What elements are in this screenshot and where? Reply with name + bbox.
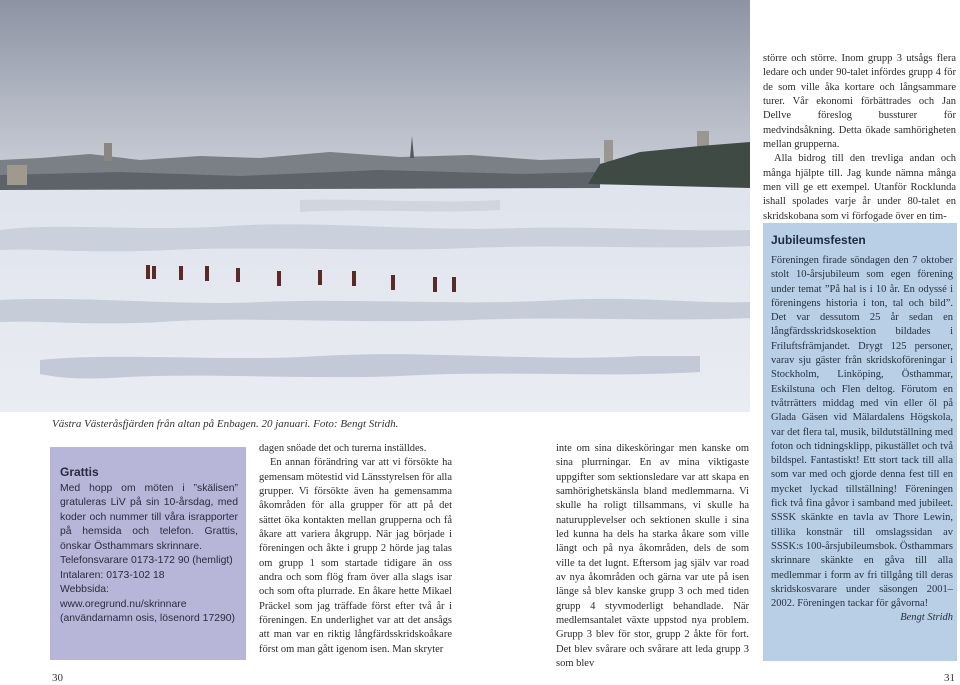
jubileum-box (763, 223, 957, 661)
paragraph: dagen snöade det och turerna inställdes. (259, 443, 427, 454)
jubileum-body: Föreningen firade söndagen den 7 oktober stolt 10-årsjubileum som egen förening under temat ”På hal is i 10 år. En odyssé i föreningens historia i ton, tal och bild”. Det var dessutom 25 år sedan en långfärdsskridskosektion bildades i Friluftsfrämjandet. Drygt 125 personer, varav sju gäster från skridskoföreningar i Stockholm, Linköping, Östhammar, Eskilstuna och Flen deltog. Förutom en tvåtrrätters middag med vin eller öl på Glada Gäsen vid Mälardalens Högskola, var det flera tal, musik, bildutställning med foton och tidningsklipp, pikustället och två bildspel. Fantastiskt! Ett stort tack till alla som var med och gjorde denna fest till en mycket lyckad tillställning! Föreningen fick två fina gåvor i samband med jubileet. SSSK skänkte en tavla av Thore Lewin, tillika konstnär till omslagssidan av SSSK:s 100-årsjubileumsbok. Östhammars skrinnare skänkte en gåva till alla medlemmar i form av fri tillgång till deras skridskosvarare under säsongen 2001–2002. Föreningen tackar för gåvorna! (771, 255, 953, 610)
page-number-right: 31 (944, 672, 955, 684)
page-number-left: 30 (52, 672, 63, 684)
grattis-login: (användarnamn osis, lösenord 17290) (60, 613, 236, 624)
jubileum-title: Jubileumsfesten (771, 233, 866, 247)
ice-photo (0, 0, 750, 412)
paragraph: Alla bidrog till den trevliga andan och många hjälpte till. Jag kunde nämna många men vill ge ett exempel. Utanför Rocklunda ishall spolades varje år under 80-talet en skridskobana som vi förfogade över en tim- (763, 153, 956, 222)
grattis-box (50, 447, 246, 660)
paragraph: större och större. Inom grupp 3 utsågs flera ledare och under 90-talet infördes grupp 4 för de som ville åka kortare och långsammare turer. Vår ekonomi förbättrades och Jan Dellve föreslog bussturer för medvindsåkning. Detta ökade samhörigheten mellan grupperna. (763, 53, 956, 151)
photo-caption: Västra Västeråsfjärden från altan på Enbagen. 20 januari. Foto: Bengt Stridh. (52, 418, 399, 430)
grattis-intalaren: Intalaren: 0173-102 18 (60, 569, 165, 581)
grattis-body: Med hopp om möten i ”skälisen” gratuleras LiV på sin 10-årsdag, med koder och nummer till våra israpporter på hemsida och telefon. Grattis, önskar Östhammars skrinnare. (60, 482, 238, 552)
paragraph: En annan förändring var att vi försökte ha gemensam mötestid vid Länsstyrelsen för alla grupper. Vi försökte även ha gemensamma åkområden för alla grupper för att på det sättet öka kontakten mellan grupperna och få åkare att variera åkgrupp. När jag började i föreningen och åkte i grupp 2 hörde jag talas om grupp 1 som startade tidigare än oss andra och som flög fram över alla slags isar och som ofta plurrade. En åkare hette Mikael Präckel som jag träffade först efter två år i föreningen. En underlighet var att det ansågs att man var en riktig långfärdsskridskoåkare först om man gått igenom isen. Man skryter (259, 457, 452, 655)
top-right-column (763, 52, 956, 224)
grattis-title: Grattis (60, 465, 99, 479)
grattis-web: Webbsida: www.oregrund.nu/skrinnare (60, 584, 187, 610)
right-column (556, 442, 749, 672)
jubileum-signature: Bengt Stridh (900, 612, 953, 624)
ice-landscape-image (0, 0, 750, 412)
paragraph: inte om sina dikesköringar men kanske om sina plurrningar. En av mina viktigaste uppgifter som sektionsledare var att skapa en samhörighetskänsla bland medlemmarna. Vi skulle ha roligt tillsammans, vi skulle ha naturupplevelser och sektionen skulle i sina led kunna ha dels ha starka åkare som ville längt och på nya åkområden, dels de som ville ta det lugnt. Eftersom jag själv var road av nya åkområden och gärna var ute på isen länge så blev kanske grupp 3 och med tiden grupp 4 styvmoderligt behandlade. När medlemsantalet växte uppstod nya problem. Grupp 3 blev för stor, grupp 2 åkte för fort. Det blev svårare och svårare att leda grupp 3 som blev (556, 443, 749, 670)
middle-column (259, 442, 452, 657)
grattis-phone: Telefonsvarare 0173-172 90 (hemligt) (60, 555, 233, 566)
